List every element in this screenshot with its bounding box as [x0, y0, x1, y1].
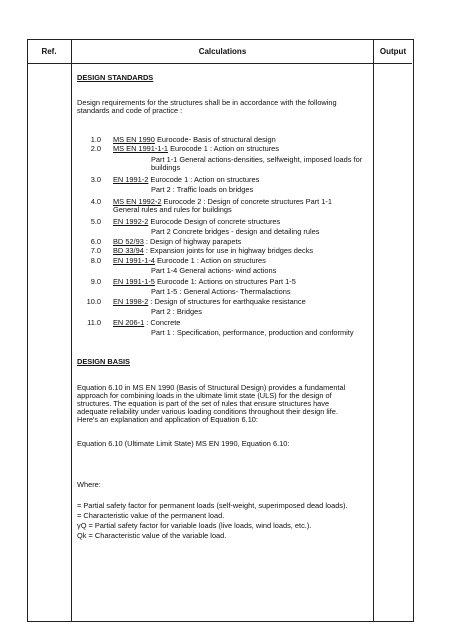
- header-ref: Ref.: [41, 47, 57, 56]
- standard-number: 3.0: [90, 175, 101, 184]
- definition-line: = Partial safety factor for permanent loads (self-weight, superimposed dead loads).: [77, 501, 348, 510]
- basis-paragraph-line: adequate reliability under various loading conditions throughout their design life.: [77, 407, 338, 416]
- basis-paragraph-line: Here's an explanation and application of Equation 6.10:: [77, 415, 258, 424]
- standard-subpart: Part 2 Concrete bridges - design and detailing rules: [151, 227, 320, 236]
- standard-subpart: Part 1-1 General actions-densities, selfweight, imposed loads for: [151, 155, 363, 164]
- standard-entry: EN 1991-1-4 Eurocode 1 : Action on structures: [113, 256, 266, 265]
- definition-line: γQ = Partial safety factor for variable loads (live loads, wind loads, etc.).: [77, 521, 312, 530]
- column-divider-ref: [71, 39, 72, 622]
- equation-reference: Equation 6.10 (Ultimate Limit State) MS EN 1990, Equation 6.10:: [77, 439, 290, 448]
- header-divider: [27, 63, 412, 64]
- standard-entry: MS EN 1990 Eurocode- Basis of structural design: [113, 135, 276, 144]
- where-label: Where:: [77, 480, 101, 489]
- standard-number: 8.0: [90, 256, 101, 265]
- standard-entry: EN 1991-2 Eurocode 1 : Action on structures: [113, 175, 260, 184]
- standard-subpart: Part 2 : Traffic loads on bridges: [151, 185, 254, 194]
- standard-subpart: Part 1-5 : General Actions- Thermalactions: [151, 287, 291, 296]
- standard-entry: EN 1991-1-5 Eurocode 1: Actions on structures Part 1-5: [113, 277, 296, 286]
- standards-intro-line-1: Design requirements for the structures shall be in accordance with the following: [77, 98, 337, 107]
- standard-subpart: Part 2 : Bridges: [151, 307, 202, 316]
- standard-entry: EN 1998-2 : Design of structures for earthquake resistance: [113, 297, 306, 306]
- basis-paragraph-line: approach for combining loads in the ultimate limit state (ULS) for the design of: [77, 391, 332, 400]
- standard-subpart: Part 1-4 General actions- wind actions: [151, 266, 277, 275]
- standard-number: 10.0: [86, 297, 101, 306]
- header-output: Output: [379, 47, 407, 56]
- standard-entry: BD 52/93 : Design of highway parapets: [113, 237, 242, 246]
- standards-intro-line-2: standards and code of practice :: [77, 106, 183, 115]
- standard-number: 5.0: [90, 217, 101, 226]
- definition-line: Qk = Characteristic value of the variable load.: [77, 531, 227, 540]
- header-calculations: Calculations: [198, 47, 247, 56]
- standard-number: 6.0: [90, 237, 101, 246]
- design-standards-heading: DESIGN STANDARDS: [77, 73, 154, 82]
- standard-number: 7.0: [90, 246, 101, 255]
- standard-subpart: Part 1 : Specification, performance, production and conformity: [151, 328, 354, 337]
- standard-entry: MS EN 1991-1-1 Eurocode 1 : Action on structures: [113, 144, 279, 153]
- standard-number: 2.0: [90, 144, 101, 153]
- standard-entry: MS EN 1992-2 Eurocode 2 : Design of concrete structures Part 1-1: [113, 197, 332, 206]
- standard-subpart: buildings: [151, 163, 181, 172]
- standard-subpart: General rules and rules for buildings: [113, 205, 232, 214]
- standard-entry: EN 206-1 : Concrete: [113, 318, 181, 327]
- design-basis-heading: DESIGN BASIS: [77, 357, 130, 366]
- standard-number: 4.0: [90, 197, 101, 206]
- standard-number: 9.0: [90, 277, 101, 286]
- column-divider-output: [373, 39, 374, 622]
- basis-paragraph-line: structures. The equation is part of the set of rules that ensure structures have: [77, 399, 330, 408]
- standard-entry: BD 33/94 : Expansion joints for use in highway bridges decks: [113, 246, 314, 255]
- basis-paragraph-line: Equation 6.10 in MS EN 1990 (Basis of Structural Design) provides a fundamental: [77, 383, 346, 392]
- standard-number: 11.0: [87, 318, 101, 327]
- standard-number: 1.0: [90, 135, 101, 144]
- definition-line: = Characteristic value of the permanent load.: [77, 511, 225, 520]
- standard-entry: EN 1992-2 Eurocode Design of concrete structures: [113, 217, 281, 226]
